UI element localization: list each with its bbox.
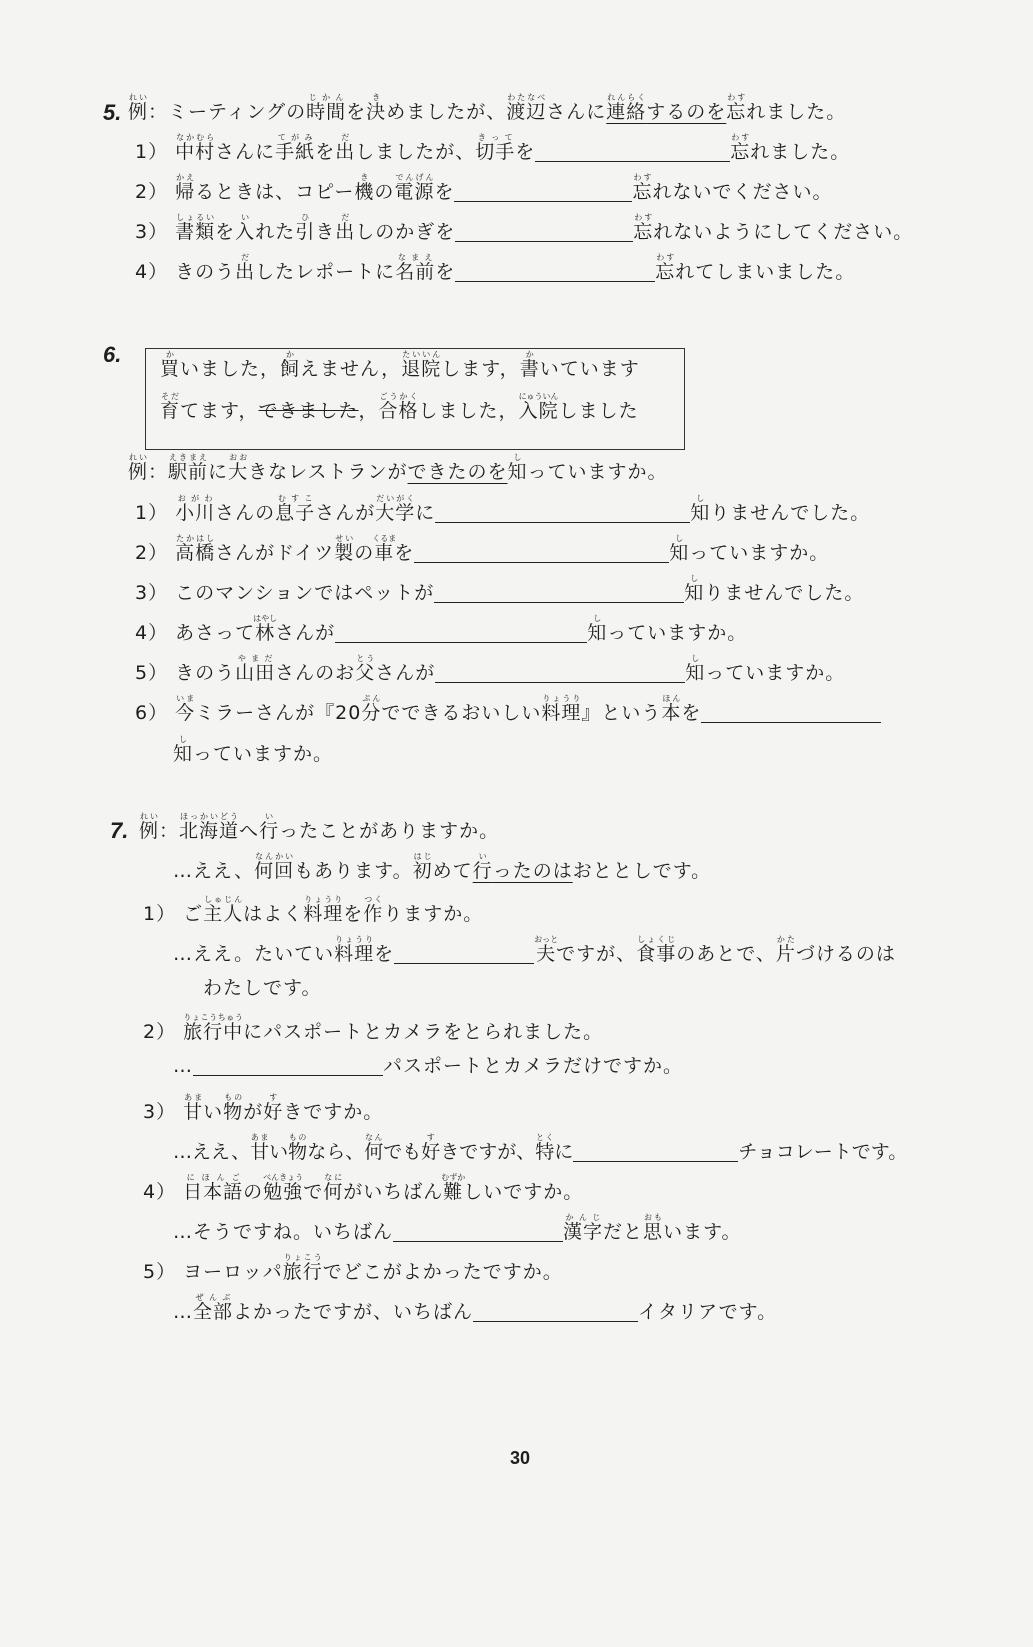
answer-blank[interactable] (535, 141, 730, 162)
answer-blank[interactable] (435, 662, 685, 683)
answer-blank[interactable] (193, 1055, 383, 1076)
q7-item-5-answer: …全部ぜんぶよかったですが、いちばん イタリアです。 (173, 1293, 778, 1323)
q6-item-5: 5） きのう山田やまださんのお父とうさんが 知しっていますか。 (135, 654, 846, 684)
question-number-7: 7. (110, 818, 129, 843)
question-number-6: 6. (103, 342, 122, 367)
answer-blank[interactable] (394, 943, 534, 964)
word-box-row-1: 買かいました，飼かえません，退院たいいんします，書かいています (160, 350, 640, 380)
q7-item-2: 2） 旅行中りょこうちゅうにパスポートとカメラをとられました。 (143, 1013, 604, 1043)
answer-blank[interactable] (455, 221, 633, 242)
q7-item-2-answer: … パスポートとカメラだけですか。 (173, 1055, 684, 1077)
answer-blank[interactable] (393, 1221, 563, 1242)
q7-item-1-answer-cont: わたしです。 (203, 977, 322, 999)
q5-item-3: 3） 書類しょるいを入いれた引ひき出だしのかぎを 忘わすれないようにしてください。 (135, 213, 914, 243)
page-number: 30 (510, 1448, 531, 1468)
answer-blank[interactable] (435, 502, 690, 523)
q7-item-3: 3） 甘あまい物ものが好すきですか。 (143, 1093, 384, 1123)
q7-item-5: 5） ヨーロッパ旅行りょこうでどこがよかったですか。 (143, 1253, 563, 1283)
question-number-5: 5. (103, 100, 122, 125)
q7-item-1: 1） ご主人しゅじんはよく料理りょうりを作つくりますか。 (143, 895, 484, 925)
answer-blank[interactable] (455, 261, 655, 282)
q7-example-answer: …ええ、何回なんかいもあります。初はじめて行いったのはおととしです。 (173, 852, 712, 882)
answer-blank[interactable] (414, 542, 669, 563)
q6-example-answer: できたのを (407, 461, 508, 483)
q6-example: 例れい：駅前えきまえに大おおきなレストランができたのを知しっていますか。 (128, 453, 668, 483)
answer-blank[interactable] (434, 582, 684, 603)
q6-item-2: 2） 高橋たかはしさんがドイツ製せいの車くるまを 知しっていますか。 (135, 534, 830, 564)
answer-blank[interactable] (454, 181, 632, 202)
q7-example: 例れい：北海道ほっかいどうへ行いったことがありますか。 (139, 812, 500, 842)
answer-blank[interactable] (573, 1141, 738, 1162)
answer-blank[interactable] (473, 1301, 638, 1322)
q7-item-4-answer: …そうですね。いちばん 漢字かんじだと思おもいます。 (173, 1213, 742, 1243)
q5-example: 例れい：ミーティングの時間じかんを決きめましたが、渡辺わたなべさんに連絡れんらくするのを忘わすれました。 (128, 93, 847, 123)
q6-item-1: 1） 小川おがわさんの息子むすこさんが大学だいがくに 知しりませんでした。 (135, 494, 871, 524)
q5-item-2: 2） 帰かえるときは、コピー機きの電源でんげんを 忘わすれないでください。 (135, 173, 833, 203)
q6-item-4: 4） あさって林はやしさんが 知しっていますか。 (135, 614, 748, 644)
q6-item-3: 3） このマンションではペットが 知しりませんでした。 (135, 574, 865, 604)
q5-item-4: 4） きのう出だしたレポートに名前なまえを 忘わすれてしまいました。 (135, 253, 856, 283)
q7-example-underline: 行いったのは (472, 852, 573, 882)
q6-item-6-cont: 知しっていますか。 (173, 735, 334, 765)
q5-item-1: 1） 中村なかむらさんに手紙てがみを出だしましたが、切手きってを 忘わすれました。 (135, 133, 851, 163)
q5-example-answer: 連絡れんらくするのを (606, 93, 727, 123)
answer-blank[interactable] (701, 702, 881, 723)
q7-item-3-answer: …ええ、甘あまい物ものなら、何なんでも好すきですが、特とくに チョコレートです。 (173, 1133, 908, 1163)
used-word: できました (258, 400, 359, 422)
answer-blank[interactable] (335, 622, 587, 643)
word-box-row-2: 育そだてます，できました，合格ごうかくしました，入院にゅういんしました (160, 392, 639, 422)
q7-item-1-answer: …ええ。たいてい料理りょうりを 夫おっとですが、食事しょくじのあとで、片かたづけるのは (173, 935, 896, 965)
q6-item-6: 6） 今いまミラーさんが『20分ぷんでできるおいしい料理りょうり』という本ほんを (135, 694, 881, 726)
q7-item-4: 4） 日本語にほんごの勉強べんきょうで何なにがいちばん難むずかしいですか。 (143, 1173, 584, 1203)
